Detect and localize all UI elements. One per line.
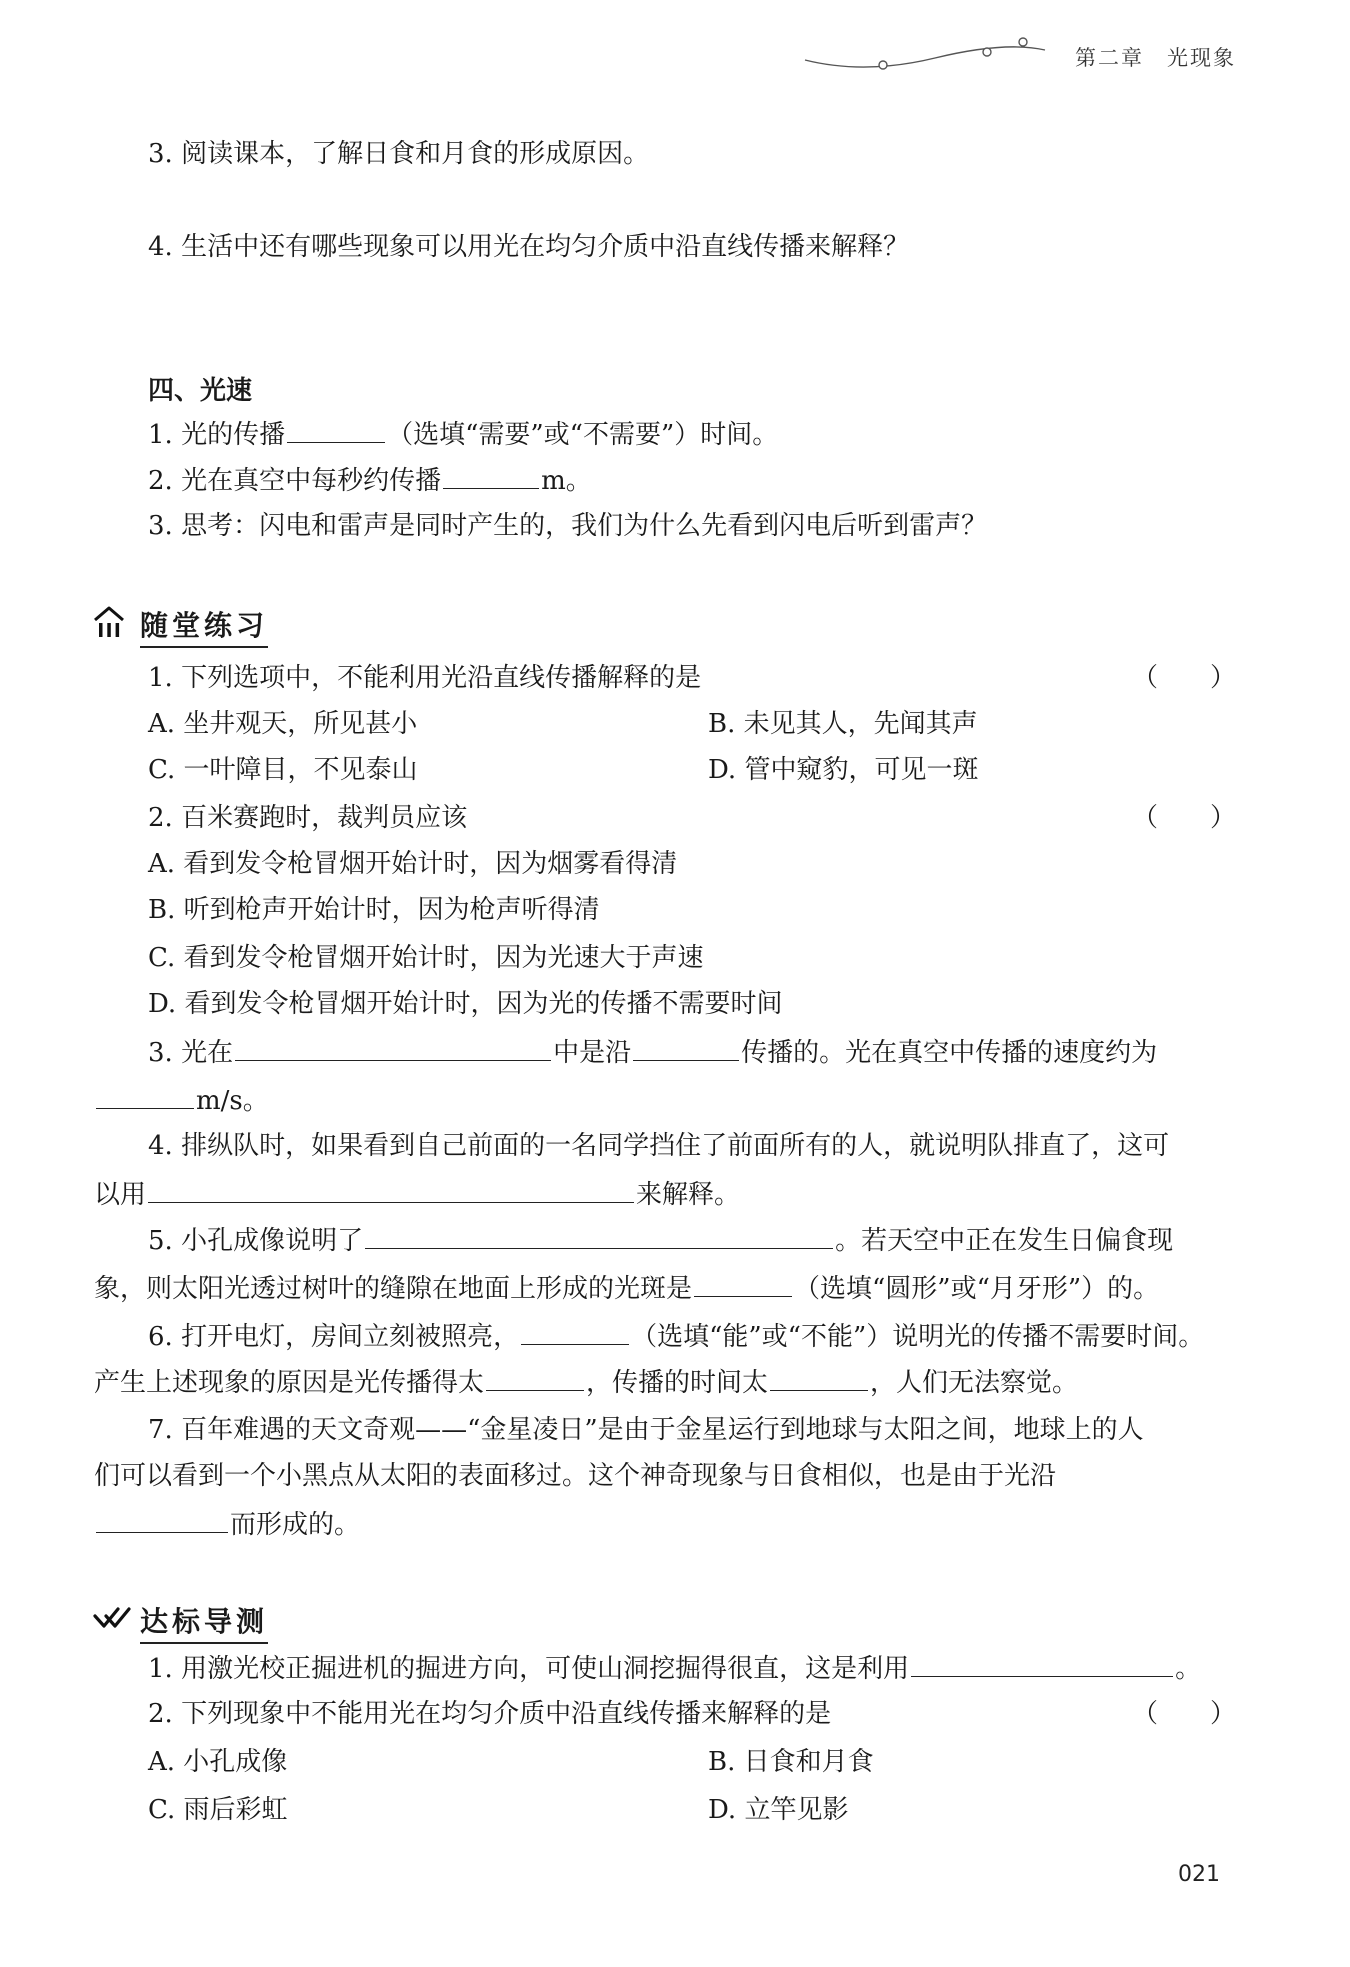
q6-text: 6. 打开电灯，房间立刻被照亮， [148,1322,520,1352]
q7-text-after: 而形成的。 [230,1510,361,1540]
practice-q2-option-a: A. 看到发令枪冒烟开始计时，因为烟雾看得清 [148,849,678,879]
practice-q1-option-a: A. 坐井观天，所见甚小 [148,709,418,739]
deco-circle-1 [879,61,887,69]
test-q2-option-b: B. 日食和月食 [708,1747,874,1777]
q3-unit: m/s。 [196,1086,269,1116]
answer-blank[interactable] [521,1318,629,1345]
test-q1-text: 1. 用激光校正掘进机的掘进方向，可使山洞挖掘得很直，这是利用 [148,1654,910,1684]
answer-blank[interactable] [96,1506,228,1533]
section-light-speed-title: 四、光速 [148,376,253,406]
answer-blank[interactable] [148,1176,634,1203]
answer-blank[interactable] [911,1650,1173,1677]
practice-q6-line2 [94,1364,1078,1401]
q6-text-4: ，人们无法察觉。 [870,1368,1079,1398]
answer-blank[interactable] [770,1364,868,1391]
q5-text-after: 。若天空中正在发生日偏食现 [835,1226,1174,1256]
answer-blank[interactable] [365,1222,833,1249]
test-q1-period: 。 [1175,1654,1202,1684]
answer-blank[interactable] [486,1364,584,1391]
practice-q1-option-c: C. 一叶障目，不见泰山 [148,755,418,785]
test-q2: 2. 下列现象中不能用光在均匀介质中沿直线传播来解释的是 [148,1699,832,1729]
practice-q1-answer-paren[interactable]: （ ） [1132,663,1237,693]
answer-blank[interactable] [287,416,385,443]
chapter-title: 第二章 光现象 [1075,46,1236,70]
practice-q3-line2 [94,1082,269,1119]
practice-q5 [148,1222,1173,1259]
light-speed-q2 [148,462,592,499]
answer-blank[interactable] [694,1270,792,1297]
test-q1 [148,1650,1201,1687]
practice-q2: 2. 百米赛跑时，裁判员应该 [148,803,468,833]
practice-q6 [148,1318,1204,1355]
practice-q5-line2 [94,1270,1159,1307]
practice-q7: 7. 百年难遇的天文奇观——“金星凌日”是由于金星运行到地球与太阳之间，地球上的人 [148,1415,1144,1445]
q4-text: 以用 [94,1180,147,1210]
test-q2-option-a: A. 小孔成像 [148,1747,288,1777]
test-q2-option-c: C. 雨后彩虹 [148,1795,288,1825]
practice-q1-option-d: D. 管中窥豹，可见一斑 [708,755,979,785]
answer-blank[interactable] [633,1034,739,1061]
test-q2-option-d: D. 立竿见影 [708,1795,849,1825]
q3-text-mid: 中是沿 [553,1038,632,1068]
practice-q2-option-c: C. 看到发令枪冒烟开始计时，因为光速大于声速 [148,943,704,973]
section-test-title: 达标导测 [140,1600,268,1644]
q3-text: 3. 光在 [148,1038,234,1068]
prelude-q3: 3. 阅读课本，了解日食和月食的形成原因。 [148,139,650,169]
practice-q2-option-d: D. 看到发令枪冒烟开始计时，因为光的传播不需要时间 [148,989,783,1019]
q1-text: 1. 光的传播 [148,420,286,450]
practice-q2-answer-paren[interactable]: （ ） [1132,803,1237,833]
practice-q2-option-b: B. 听到枪声开始计时，因为枪声听得清 [148,895,600,925]
deco-circle-3 [1019,38,1027,46]
double-check-icon [92,1604,132,1634]
header-decoration [795,30,1055,80]
q4-text-after: 来解释。 [636,1180,741,1210]
answer-blank[interactable] [443,462,539,489]
test-q2-answer-paren[interactable]: （ ） [1132,1699,1237,1729]
q3-text-after: 传播的。光在真空中传播的速度约为 [741,1038,1158,1068]
light-speed-q3: 3. 思考：闪电和雷声是同时产生的，我们为什么先看到闪电后听到雷声？ [148,511,988,541]
answer-blank[interactable] [96,1082,194,1109]
q5-text-2: 象，则太阳光透过树叶的缝隙在地面上形成的光斑是 [94,1274,693,1304]
q6-text-3: ，传播的时间太 [586,1368,769,1398]
q2-unit: m。 [541,466,592,496]
q1-text-after: （选填“需要”或“不需要”）时间。 [387,420,779,450]
practice-q7-line3 [94,1506,360,1543]
practice-q1-option-b: B. 未见其人，先闻其声 [708,709,978,739]
q6-text-2: 产生上述现象的原因是光传播得太 [94,1368,485,1398]
q5-text-3: （选填“圆形”或“月牙形”）的。 [794,1274,1160,1304]
section-practice-title: 随堂练习 [140,604,268,648]
practice-q4-line2 [94,1176,740,1213]
answer-blank[interactable] [235,1034,551,1061]
house-icon [92,604,126,640]
practice-q4: 4. 排纵队时，如果看到自己前面的一名同学挡住了前面所有的人，就说明队排直了，这可 [148,1131,1170,1161]
q6-text-after: （选填“能”或“不能”）说明光的传播不需要时间。 [631,1322,1205,1352]
light-speed-q1 [148,416,778,453]
practice-q3 [148,1034,1157,1071]
practice-q7-line2: 们可以看到一个小黑点从太阳的表面移过。这个神奇现象与日食相似，也是由于光沿 [94,1461,1057,1491]
deco-circle-2 [983,48,991,56]
q5-text: 5. 小孔成像说明了 [148,1226,364,1256]
q2-text: 2. 光在真空中每秒约传播 [148,466,442,496]
prelude-q4: 4. 生活中还有哪些现象可以用光在均匀介质中沿直线传播来解释？ [148,232,910,262]
practice-q1: 1. 下列选项中，不能利用光沿直线传播解释的是 [148,663,702,693]
page-number: 021 [1178,1862,1220,1887]
